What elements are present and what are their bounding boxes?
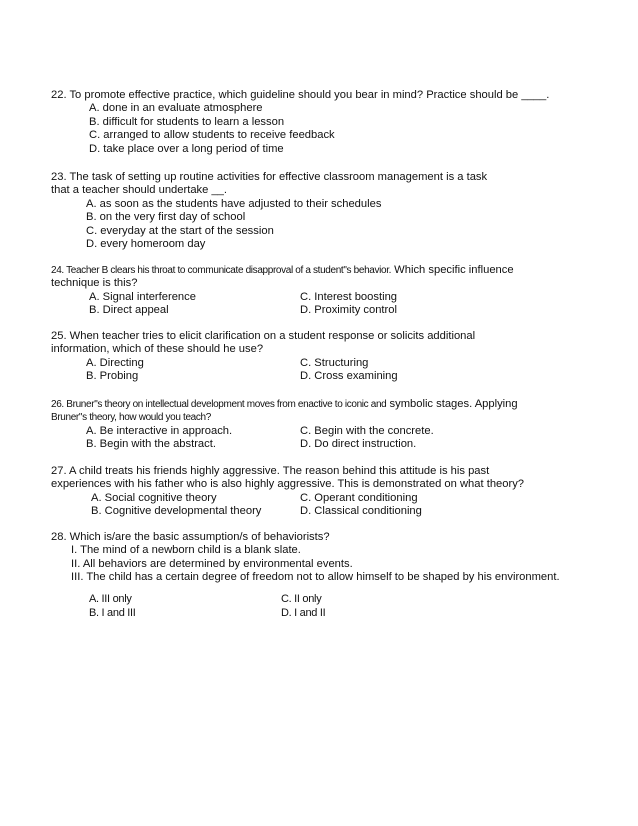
option-c: C. Interest boosting [300,290,398,303]
options-row [51,438,518,451]
options-row [51,357,475,370]
option-b: B. Probing [86,370,139,383]
question-23 [51,171,487,251]
option-c: C. arranged to allow students to receive feedback [89,129,335,142]
question-stem-condensed: 26. Bruner"s theory on intellectual development moves from enactive to iconic and [51,399,387,410]
option-b: B. Cognitive developmental theory [91,505,262,518]
options-row [51,370,475,383]
options-row [51,492,524,505]
question-stem [51,264,514,277]
question-stem-condensed: 24. Teacher B clears his throat to communicate disapproval of a student"s behavior. [51,265,392,276]
option-b: B. I and III [89,606,136,619]
options-row [51,304,514,317]
option-b: B. difficult for students to learn a lesson [89,115,285,128]
options-row [51,425,518,438]
question-stem-continued: that a teacher should undertake __. [51,184,228,197]
question-stem [51,398,518,411]
question-stem-rest: symbolic stages. Applying [386,398,518,410]
option-a: A. Signal interference [89,290,196,303]
question-26 [51,398,518,452]
question-stem: 25. When teacher tries to elicit clarification on a student response or solicits additional [51,330,476,342]
option-a: A. Social cognitive theory [91,491,217,504]
option-a: A. done in an evaluate atmosphere [89,102,263,115]
option-c: C. Begin with the concrete. [300,424,434,437]
question-24 [51,264,514,318]
option-c: C. Operant conditioning [300,491,418,504]
option-d: D. every homeroom day [86,238,206,251]
option-a: A. III only [89,592,132,605]
option-c: C. Structuring [300,356,369,369]
question-stem-continued: technique is this? [51,277,138,290]
question-stem: 22. To promote effective practice, which guideline should you bear in mind? Practice should be ____. [51,89,550,101]
question-stem-continued: Bruner"s theory, how would you teach? [51,412,211,424]
question-22 [51,89,549,156]
option-d: D. take place over a long period of time [89,142,284,155]
options-row [51,505,524,518]
option-b: B. Begin with the abstract. [86,438,216,451]
question-stem-rest: Which specific influence [391,264,514,276]
question-28 [51,531,560,620]
option-d: D. Proximity control [300,304,397,317]
question-stem-continued: experiences with his father who is also highly aggressive. This is demonstrated on what theory? [51,478,525,491]
option-d: D. I and II [281,606,326,619]
option-d: D. Cross examining [300,370,398,383]
option-c: C. everyday at the start of the session [86,224,274,237]
option-d: D. Classical conditioning [300,505,422,518]
question-27 [51,465,524,519]
options-row [51,606,560,620]
question-stem: 27. A child treats his friends highly aggressive. The reason behind this attitude is his past [51,465,490,477]
option-a: A. Directing [86,356,144,369]
statement-i: I. The mind of a newborn child is a blank slate. [71,544,301,557]
options-row [51,291,514,304]
option-b: B. Direct appeal [89,304,169,317]
question-stem-continued: information, which of these should he use? [51,343,264,356]
question-25 [51,330,475,384]
statement-iii: III. The child has a certain degree of freedom not to allow himself to be shaped by his environment. [71,571,560,584]
option-a: A. Be interactive in approach. [86,424,233,437]
option-b: B. on the very first day of school [86,211,246,224]
question-stem: 23. The task of setting up routine activities for effective classroom management is a task [51,171,488,183]
option-a: A. as soon as the students have adjusted to their schedules [86,197,382,210]
options-row [51,592,560,606]
option-c: C. II only [281,592,322,605]
statement-ii: II. All behaviors are determined by environmental events. [71,557,353,570]
question-stem: 28. Which is/are the basic assumption/s of behaviorists? [51,531,330,543]
option-d: D. Do direct instruction. [300,438,417,451]
